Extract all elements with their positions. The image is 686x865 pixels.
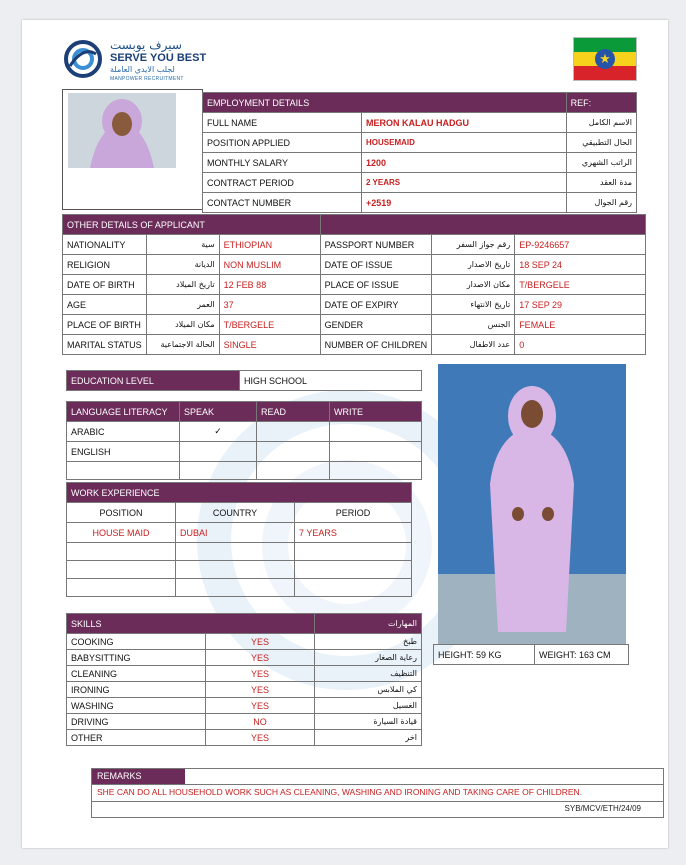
employment-details-table bbox=[202, 92, 637, 213]
place-of-issue-value: T/BERGELE bbox=[515, 275, 646, 295]
nationality-value: ETHIOPIAN bbox=[219, 235, 320, 255]
language-header: LANGUAGE LITERACY bbox=[67, 402, 180, 422]
skill-name: COOKING bbox=[67, 634, 206, 650]
work-experience-header: WORK EXPERIENCE bbox=[67, 483, 412, 503]
field-label: CONTRACT PERIOD bbox=[203, 173, 362, 193]
skill-name-ar: التنظيف bbox=[315, 666, 422, 682]
field-label: POSITION APPLIED bbox=[203, 133, 362, 153]
field-label: DATE OF EXPIRY bbox=[320, 295, 432, 315]
skill-value: YES bbox=[206, 650, 315, 666]
skill-name: IRONING bbox=[67, 682, 206, 698]
read-cell bbox=[257, 422, 330, 442]
skill-value: YES bbox=[206, 666, 315, 682]
other-details-header: OTHER DETAILS OF APPLICANT bbox=[63, 215, 321, 235]
date-of-issue-value: 18 SEP 24 bbox=[515, 255, 646, 275]
work-experience-table bbox=[66, 482, 412, 597]
table-row bbox=[203, 113, 637, 133]
skill-name-ar: كي الملابس bbox=[315, 682, 422, 698]
language-literacy-table bbox=[66, 401, 422, 480]
table-row bbox=[67, 730, 422, 746]
field-label: RELIGION bbox=[63, 255, 147, 275]
field-label: NUMBER OF CHILDREN bbox=[320, 335, 432, 355]
skill-value: YES bbox=[206, 730, 315, 746]
passport-number-value: EP-9246657 bbox=[515, 235, 646, 255]
field-label-ar: العمر bbox=[146, 295, 219, 315]
skill-name-ar: الغسيل bbox=[315, 698, 422, 714]
education-level-label: EDUCATION LEVEL bbox=[67, 371, 240, 391]
work-country-value: DUBAI bbox=[176, 523, 295, 543]
table-row bbox=[67, 714, 422, 730]
field-label: CONTACT NUMBER bbox=[203, 193, 362, 213]
applicant-full-length-photo bbox=[438, 364, 626, 644]
contract-period-value: 2 YEARS bbox=[362, 173, 567, 193]
country-column: COUNTRY bbox=[176, 503, 295, 523]
field-label-ar: تاريخ الميلاد bbox=[146, 275, 219, 295]
table-row bbox=[67, 666, 422, 682]
table-row bbox=[67, 698, 422, 714]
weight-value: WEIGHT: 163 CM bbox=[535, 645, 629, 665]
age-value: 37 bbox=[219, 295, 320, 315]
education-level-table bbox=[66, 370, 422, 391]
skill-name-ar: رعاية الصغار bbox=[315, 650, 422, 666]
period-column: PERIOD bbox=[295, 503, 412, 523]
field-label-ar: الديانة bbox=[146, 255, 219, 275]
position-applied-value: HOUSEMAID bbox=[362, 133, 567, 153]
ethiopia-flag-icon: ★ bbox=[573, 37, 637, 81]
work-period-value: 7 YEARS bbox=[295, 523, 412, 543]
work-position-value: HOUSE MAID bbox=[67, 523, 176, 543]
field-label-ar: مدة العقد bbox=[566, 173, 636, 193]
table-row bbox=[67, 523, 412, 543]
measurements-table bbox=[433, 644, 629, 665]
table-row bbox=[67, 422, 422, 442]
skill-name-ar: قيادة السيارة bbox=[315, 714, 422, 730]
position-column: POSITION bbox=[67, 503, 176, 523]
field-label: MARITAL STATUS bbox=[63, 335, 147, 355]
religion-value: NON MUSLIM bbox=[219, 255, 320, 275]
monthly-salary-value: 1200 bbox=[362, 153, 567, 173]
skills-header: SKILLS bbox=[67, 614, 315, 634]
logo-tagline: MANPOWER RECRUITMENT bbox=[110, 76, 184, 82]
table-row bbox=[67, 682, 422, 698]
field-label: GENDER bbox=[320, 315, 432, 335]
contact-number-value: +2519 bbox=[362, 193, 567, 213]
table-row bbox=[63, 295, 646, 315]
skill-value: YES bbox=[206, 682, 315, 698]
logo-arabic-name: سيرف يوبست bbox=[110, 38, 182, 52]
field-label: PASSPORT NUMBER bbox=[320, 235, 432, 255]
field-label-ar: الاسم الكامل bbox=[566, 113, 636, 133]
table-row bbox=[67, 561, 412, 579]
field-label: FULL NAME bbox=[203, 113, 362, 133]
logo-arabic-tagline: لجلب الايدي العاملة bbox=[110, 65, 175, 74]
write-cell bbox=[330, 442, 422, 462]
date-of-birth-value: 12 FEB 88 bbox=[219, 275, 320, 295]
table-row bbox=[63, 255, 646, 275]
skill-value: YES bbox=[206, 634, 315, 650]
field-label-ar: مكان الميلاد bbox=[146, 315, 219, 335]
field-label-ar: مكان الاصدار bbox=[432, 275, 515, 295]
divider bbox=[92, 801, 663, 802]
table-row bbox=[67, 579, 412, 597]
language-name: ENGLISH bbox=[67, 442, 180, 462]
logo-english-name: SERVE YOU BEST bbox=[110, 52, 207, 64]
table-row bbox=[67, 634, 422, 650]
speak-header: SPEAK bbox=[180, 402, 257, 422]
skill-value: YES bbox=[206, 698, 315, 714]
field-label-ar: الحالة الاجتماعية bbox=[146, 335, 219, 355]
marital-status-value: SINGLE bbox=[219, 335, 320, 355]
field-label-ar: عدد الاطفال bbox=[432, 335, 515, 355]
table-row bbox=[67, 650, 422, 666]
remarks-text: SHE CAN DO ALL HOUSEHOLD WORK SUCH AS CLEANING, WASHING AND IRONING AND TAKING CARE OF CHILDREN. bbox=[97, 787, 583, 797]
speak-cell bbox=[180, 442, 257, 462]
table-row bbox=[203, 193, 637, 213]
table-row bbox=[67, 543, 412, 561]
field-label-ar: سية bbox=[146, 235, 219, 255]
field-label: DATE OF ISSUE bbox=[320, 255, 432, 275]
table-row bbox=[63, 275, 646, 295]
table-row bbox=[67, 462, 422, 480]
full-name-value: MERON KALAU HADGU bbox=[362, 113, 567, 133]
ref-label: REF: bbox=[566, 93, 636, 113]
skill-name-ar: اخر bbox=[315, 730, 422, 746]
skill-name: WASHING bbox=[67, 698, 206, 714]
skill-name: OTHER bbox=[67, 730, 206, 746]
field-label: PLACE OF ISSUE bbox=[320, 275, 432, 295]
field-label: MONTHLY SALARY bbox=[203, 153, 362, 173]
write-cell bbox=[330, 422, 422, 442]
check-icon: ✓ bbox=[180, 422, 257, 442]
reference-code: SYB/MCV/ETH/24/09 bbox=[564, 804, 641, 813]
skill-name: CLEANING bbox=[67, 666, 206, 682]
table-row bbox=[203, 173, 637, 193]
skill-name-ar: طبخ bbox=[315, 634, 422, 650]
field-label: AGE bbox=[63, 295, 147, 315]
gender-value: FEMALE bbox=[515, 315, 646, 335]
field-label: DATE OF BIRTH bbox=[63, 275, 147, 295]
education-level-value: HIGH SCHOOL bbox=[240, 371, 422, 391]
field-label-ar: الراتب الشهري bbox=[566, 153, 636, 173]
other-details-table bbox=[62, 214, 646, 355]
height-value: HEIGHT: 59 KG bbox=[434, 645, 535, 665]
field-label-ar: الجنس bbox=[432, 315, 515, 335]
skills-header-ar: المهارات bbox=[315, 614, 422, 634]
field-label-ar: تاريخ الانتهاء bbox=[432, 295, 515, 315]
skill-value: NO bbox=[206, 714, 315, 730]
table-row bbox=[203, 133, 637, 153]
other-details-header-spacer bbox=[320, 215, 645, 235]
place-of-birth-value: T/BERGELE bbox=[219, 315, 320, 335]
table-row bbox=[63, 235, 646, 255]
table-row bbox=[203, 153, 637, 173]
field-label-ar: الحال التطبيقي bbox=[566, 133, 636, 153]
field-label-ar: رقم الجوال bbox=[566, 193, 636, 213]
table-row bbox=[63, 315, 646, 335]
field-label-ar: رقم جواز السفر bbox=[432, 235, 515, 255]
cv-page bbox=[22, 20, 668, 848]
field-label: NATIONALITY bbox=[63, 235, 147, 255]
field-label-ar: تاريخ الاصدار bbox=[432, 255, 515, 275]
field-label: PLACE OF BIRTH bbox=[63, 315, 147, 335]
skill-name: DRIVING bbox=[67, 714, 206, 730]
language-name: ARABIC bbox=[67, 422, 180, 442]
applicant-portrait-photo bbox=[68, 93, 176, 168]
number-of-children-value: 0 bbox=[515, 335, 646, 355]
skill-name: BABYSITTING bbox=[67, 650, 206, 666]
read-header: READ bbox=[257, 402, 330, 422]
write-header: WRITE bbox=[330, 402, 422, 422]
date-of-expiry-value: 17 SEP 29 bbox=[515, 295, 646, 315]
table-row bbox=[67, 442, 422, 462]
skills-table bbox=[66, 613, 422, 746]
divider bbox=[92, 784, 663, 785]
remarks-header: REMARKS bbox=[92, 769, 185, 784]
employment-details-header: EMPLOYMENT DETAILS bbox=[203, 93, 567, 113]
remarks-box bbox=[91, 768, 664, 818]
table-row bbox=[63, 335, 646, 355]
read-cell bbox=[257, 442, 330, 462]
serve-you-best-logo-icon bbox=[64, 40, 102, 78]
